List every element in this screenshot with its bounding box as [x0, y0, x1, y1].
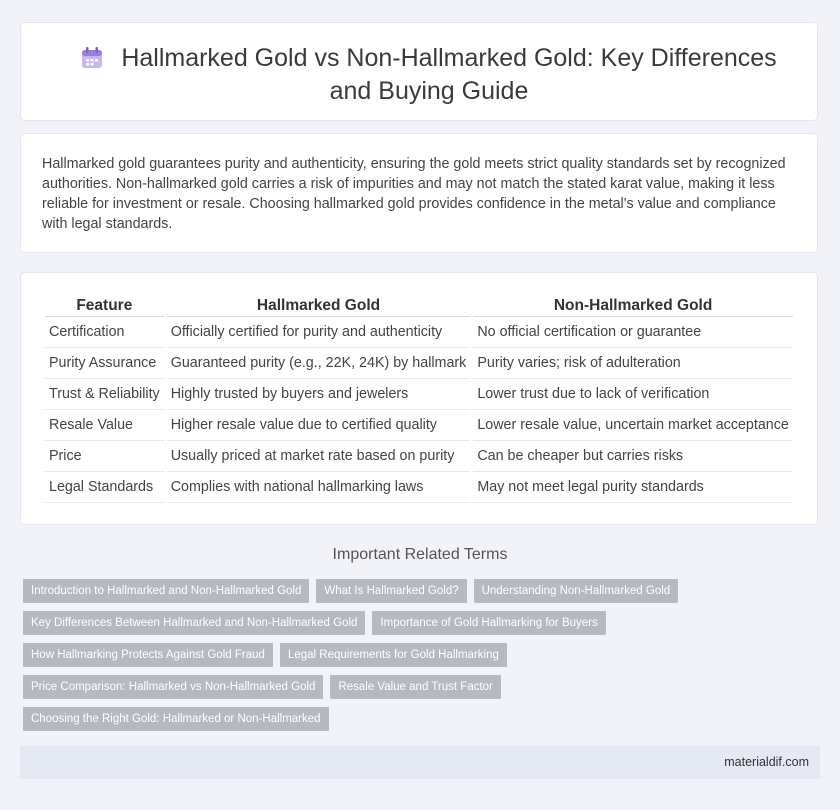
table-cell: Complies with national hallmarking laws: [167, 472, 471, 503]
related-term-tag[interactable]: Importance of Gold Hallmarking for Buyers: [372, 611, 605, 635]
table-cell: Price: [45, 441, 164, 472]
table-cell: Highly trusted by buyers and jewelers: [167, 379, 471, 410]
table-cell: Can be cheaper but carries risks: [473, 441, 793, 472]
intro-card: [20, 133, 818, 253]
table-cell: No official certification or guarantee: [473, 317, 793, 348]
table-row: [45, 410, 793, 441]
tag-row: [23, 611, 813, 635]
related-term-tag[interactable]: Understanding Non-Hallmarked Gold: [474, 579, 679, 603]
table-cell: Resale Value: [45, 410, 164, 441]
table-cell: Purity varies; risk of adulteration: [473, 348, 793, 379]
tag-row: [23, 643, 813, 667]
table-cell: Guaranteed purity (e.g., 22K, 24K) by hallmark: [167, 348, 471, 379]
related-term-tag[interactable]: Price Comparison: Hallmarked vs Non-Hallmarked Gold: [23, 675, 323, 699]
related-term-tag[interactable]: Legal Requirements for Gold Hallmarking: [280, 643, 507, 667]
column-header: Hallmarked Gold: [167, 296, 471, 317]
footer: [20, 746, 820, 779]
table-row: [45, 441, 793, 472]
related-term-tag[interactable]: How Hallmarking Protects Against Gold Fraud: [23, 643, 273, 667]
table-cell: Purity Assurance: [45, 348, 164, 379]
header-card: [20, 22, 818, 121]
table-row: [45, 348, 793, 379]
tag-row: [23, 675, 813, 699]
calendar-icon: [81, 46, 103, 76]
column-header: Non-Hallmarked Gold: [473, 296, 793, 317]
related-term-tag[interactable]: Resale Value and Trust Factor: [330, 675, 500, 699]
table-cell: Higher resale value due to certified quality: [167, 410, 471, 441]
footer-site-link[interactable]: materialdif.com: [724, 755, 809, 769]
table-cell: Officially certified for purity and authenticity: [167, 317, 471, 348]
table-cell: Usually priced at market rate based on purity: [167, 441, 471, 472]
related-term-tag[interactable]: Introduction to Hallmarked and Non-Hallmarked Gold: [23, 579, 309, 603]
table-cell: May not meet legal purity standards: [473, 472, 793, 503]
comparison-table-card: [20, 272, 818, 525]
page-title: Hallmarked Gold vs Non-Hallmarked Gold: Key Differences and Buying Guide: [121, 44, 777, 105]
table-cell: Certification: [45, 317, 164, 348]
intro-text: Hallmarked gold guarantees purity and authenticity, ensuring the gold meets strict quality standards set by recognized authorities. Non-hallmarked gold carries a risk of impurities and may not match the stated karat value, making it less reliable for investment or resale. Choosing hallmarked gold provides confidence in the metal's value and compliance with legal standards.: [42, 156, 786, 232]
table-cell: Legal Standards: [45, 472, 164, 503]
table-row: [45, 317, 793, 348]
related-term-tag[interactable]: Choosing the Right Gold: Hallmarked or Non-Hallmarked: [23, 707, 329, 731]
table-row: [45, 472, 793, 503]
table-header-row: [45, 296, 793, 317]
page-title-wrap: [61, 43, 797, 106]
related-terms-list: [23, 579, 813, 739]
comparison-table: [42, 296, 796, 503]
related-term-tag[interactable]: What Is Hallmarked Gold?: [316, 579, 466, 603]
column-header: Feature: [45, 296, 164, 317]
related-terms-title: Important Related Terms: [332, 546, 508, 563]
related-term-tag[interactable]: Key Differences Between Hallmarked and Non-Hallmarked Gold: [23, 611, 365, 635]
table-row: [45, 379, 793, 410]
table-cell: Lower trust due to lack of verification: [473, 379, 793, 410]
table-cell: Lower resale value, uncertain market acceptance: [473, 410, 793, 441]
table-cell: Trust & Reliability: [45, 379, 164, 410]
tag-row: [23, 579, 813, 603]
tag-row: [23, 707, 813, 731]
